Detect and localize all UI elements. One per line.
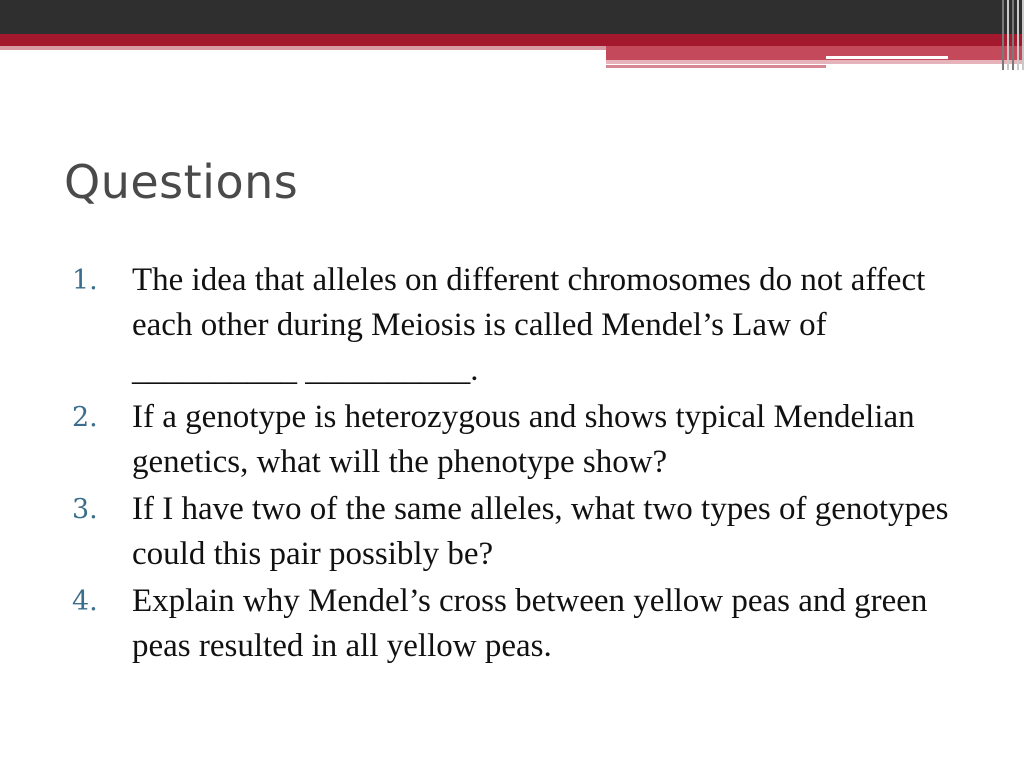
question-text: If I have two of the same alleles, what two types of genotypes could this pair possibly be?: [132, 491, 949, 572]
header-accent-line-white: [826, 56, 948, 59]
header-band-red: [0, 34, 1024, 46]
question-number: 3.: [72, 494, 98, 525]
question-number: 2.: [72, 402, 98, 433]
question-text: If a genotype is heterozygous and shows typical Mendelian genetics, what will the phenotype show?: [132, 399, 915, 480]
question-number: 1.: [72, 265, 98, 296]
question-text: The idea that alleles on different chromosomes do not affect each other during Meiosis is called Mendel’s Law of __________ __________.: [132, 262, 926, 388]
header-band-dark: [0, 0, 1024, 34]
header-accent-line-rose: [606, 65, 826, 68]
slide-title: Questions: [64, 155, 299, 209]
question-list: [72, 258, 972, 671]
question-number: 4.: [72, 586, 98, 617]
header-accent-tab: [606, 46, 1024, 60]
header-accent-line: [0, 46, 608, 50]
question-item: [72, 258, 972, 393]
question-item: [72, 579, 972, 669]
question-item: [72, 395, 972, 485]
header-stripes: [994, 0, 1024, 70]
question-text: Explain why Mendel’s cross between yellow peas and green peas resulted in all yellow peas.: [132, 583, 928, 664]
header-accent-line-pink: [606, 60, 1024, 64]
question-item: [72, 487, 972, 577]
